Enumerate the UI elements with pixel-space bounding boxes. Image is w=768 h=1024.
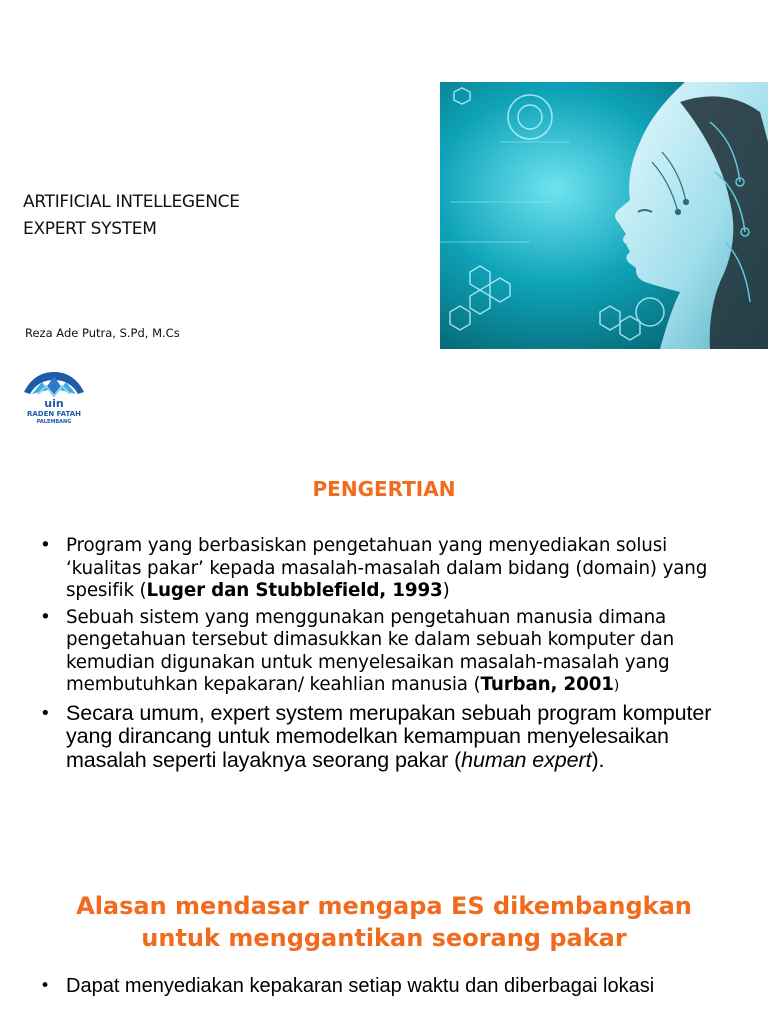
definition-list (40, 535, 740, 772)
bullet-end: ). (591, 747, 605, 772)
reasons-list (40, 973, 740, 999)
list-item (40, 702, 740, 773)
title-line-1: ARTIFICIAL INTELLEGENCE (23, 192, 240, 212)
bullet-text: Program yang berbasiskan pengetahuan yang menyediakan solusi ‘kualitas pakar’ kepada masalah-masalah dalam bidang (domain) yang spesifik ( (66, 535, 708, 601)
citation: Luger dan Stubblefield, 1993 (146, 580, 443, 601)
heading-line-2: untuk menggantikan seorang pakar (141, 924, 627, 952)
bullet-end: ) (613, 678, 620, 694)
logo-uin-text: uin (44, 397, 64, 410)
heading-line-1: Alasan mendasar mengapa ES dikembangkan (76, 892, 692, 920)
bullet-marker: • (40, 535, 51, 556)
bullet-marker: • (40, 606, 51, 628)
author-name: Reza Ade Putra, S.Pd, M.Cs (25, 326, 180, 340)
bullet-end: ) (442, 580, 450, 601)
list-item (40, 973, 740, 999)
citation: Turban, 2001 (480, 674, 614, 695)
ai-robot-image (440, 82, 768, 349)
italic-term: human expert (461, 747, 592, 772)
definition-slide (0, 450, 768, 870)
title-line-2: EXPERT SYSTEM (23, 219, 157, 239)
title-slide (0, 0, 768, 450)
bullet-marker: • (40, 702, 51, 724)
slide-title (23, 189, 240, 243)
bullet-text: Secara umum, expert system merupakan sebuah program komputer yang dirancang untuk memodelkan kemampuan menyelesaikan masalah seperti layaknya seorang pakar ( (66, 700, 712, 772)
logo-city-text: PALEMBANG (36, 419, 72, 425)
section-heading (0, 890, 768, 954)
bullet-marker: • (40, 976, 51, 996)
robot-head-icon (440, 82, 768, 349)
reasons-slide (0, 870, 768, 1024)
bullet-text: Sebuah sistem yang menggunakan pengetahuan manusia dimana pengetahuan tersebut dimasukkan ke dalam sebuah komputer dan kemudian digunakan untuk menyelesaikan masalah-masalah yang membutuhkan kepakaran/ keahlian manusia ( (66, 606, 675, 695)
uin-raden-fatah-logo (20, 366, 88, 426)
bullet-text: Dapat menyediakan kepakaran setiap waktu dan diberbagai lokasi (66, 975, 655, 997)
section-heading: PENGERTIAN (312, 477, 456, 501)
logo-name-text: RADEN FATAH (26, 410, 82, 418)
list-item (40, 535, 740, 603)
university-logo-icon (20, 366, 88, 426)
list-item (40, 607, 740, 698)
